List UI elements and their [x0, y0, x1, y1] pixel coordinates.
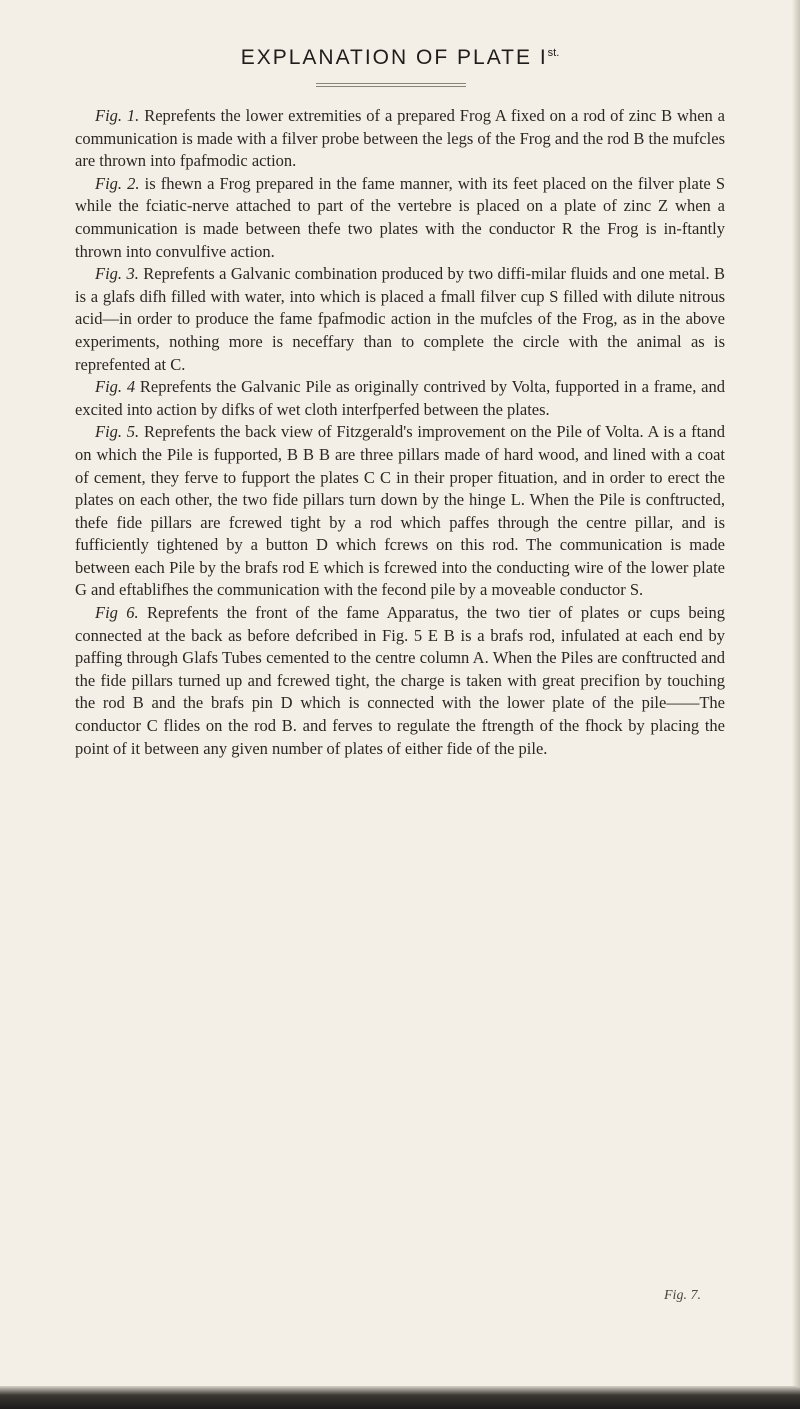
figure-paragraph	[75, 105, 725, 173]
figure-text: Reprefents the front of the fame Apparatus, the two tier of plates or cups being connected at the back as before defcribed in Fig. 5 E B is a brafs rod, infulated at each end by paffing through Glafs Tubes cemented to the centre column A. When the Piles are conftructed and the fide pillars turned up and fcrewed tight, the charge is taken with great precifion by touching the rod B and the brafs pin D which is connected with the lower plate of the pile——The conductor C flides on the rod B. and ferves to regulate the ftrength of the fhock by placing the point of it between any given number of plates of either fide of the pile.	[75, 603, 725, 758]
figure-text: Reprefents the Galvanic Pile as originally contrived by Volta, fupported in a frame, and excited into action by difks of wet cloth interfperfed between the plates.	[75, 377, 725, 419]
page-edge-shadow	[792, 0, 800, 1409]
figure-paragraph	[75, 173, 725, 263]
figure-text: Reprefents the lower extremities of a prepared Frog A fixed on a rod of zinc B when a communication is made with a filver probe between the legs of the Frog and the rod B the mufcles are thrown into fpafmodic action.	[75, 106, 726, 171]
scan-bottom-edge	[0, 1386, 800, 1409]
body-text	[75, 105, 725, 760]
figure-paragraph	[75, 376, 725, 421]
figure-paragraph	[75, 263, 725, 376]
figure-label: Fig. 2.	[95, 173, 140, 193]
figure-label: Fig. 1.	[95, 106, 140, 125]
page-heading	[0, 46, 800, 70]
heading-superscript: st.	[547, 47, 560, 59]
figure-text: Reprefents a Galvanic combination produced by two diffi-milar fluids and one metal. B is a glafs difh filled with water, into which is placed a fmall filver cup S filled with dilute nitrous acid—in order to produce the fame fpafmodic action in the mufcles of the Frog, as in the above experiments, nothing more is neceffary than to complete the circle with the animal as is reprefented at C.	[75, 264, 725, 374]
figure-label: Fig. 4	[95, 377, 136, 397]
figure-label: Fig. 5.	[95, 422, 140, 442]
figure-label: Fig 6.	[95, 603, 139, 623]
figure-paragraph	[75, 602, 725, 760]
heading-rule	[316, 83, 466, 87]
catchword: Fig. 7.	[664, 1288, 701, 1303]
heading-text: EXPLANATION OF PLATE I	[240, 46, 548, 69]
figure-text: Reprefents the back view of Fitzgerald's improvement on the Pile of Volta. A is a ftand on which the Pile is fupported, B B B are three pillars made of hard wood, and lined with a coat of cement, they ferve to fupport the plates C C in their proper fituation, and in order to erect the plates on each other, the two fide pillars turn down by the hinge L. When the Pile is conftructed, thefe fide pillars are fcrewed tight by a rod which paffes through the centre pillar, and is fufficiently tightened by a button D which fcrews on this rod. The communication is made between each Pile by the brafs rod E which is fcrewed into the conducting wire of the lower plate G and eftablifhes the communication with the fecond pile by a moveable conductor S.	[75, 422, 725, 600]
figure-paragraph	[75, 421, 725, 602]
figure-label: Fig. 3.	[95, 264, 139, 284]
figure-text: is fhewn a Frog prepared in the fame manner, with its feet placed on the filver plate S while the fciatic-nerve attached to part of the vertebre is placed on a plate of zinc Z when a communication is made between thefe two plates with the conductor R the Frog is in-ftantly thrown into convulfive action.	[75, 173, 726, 261]
